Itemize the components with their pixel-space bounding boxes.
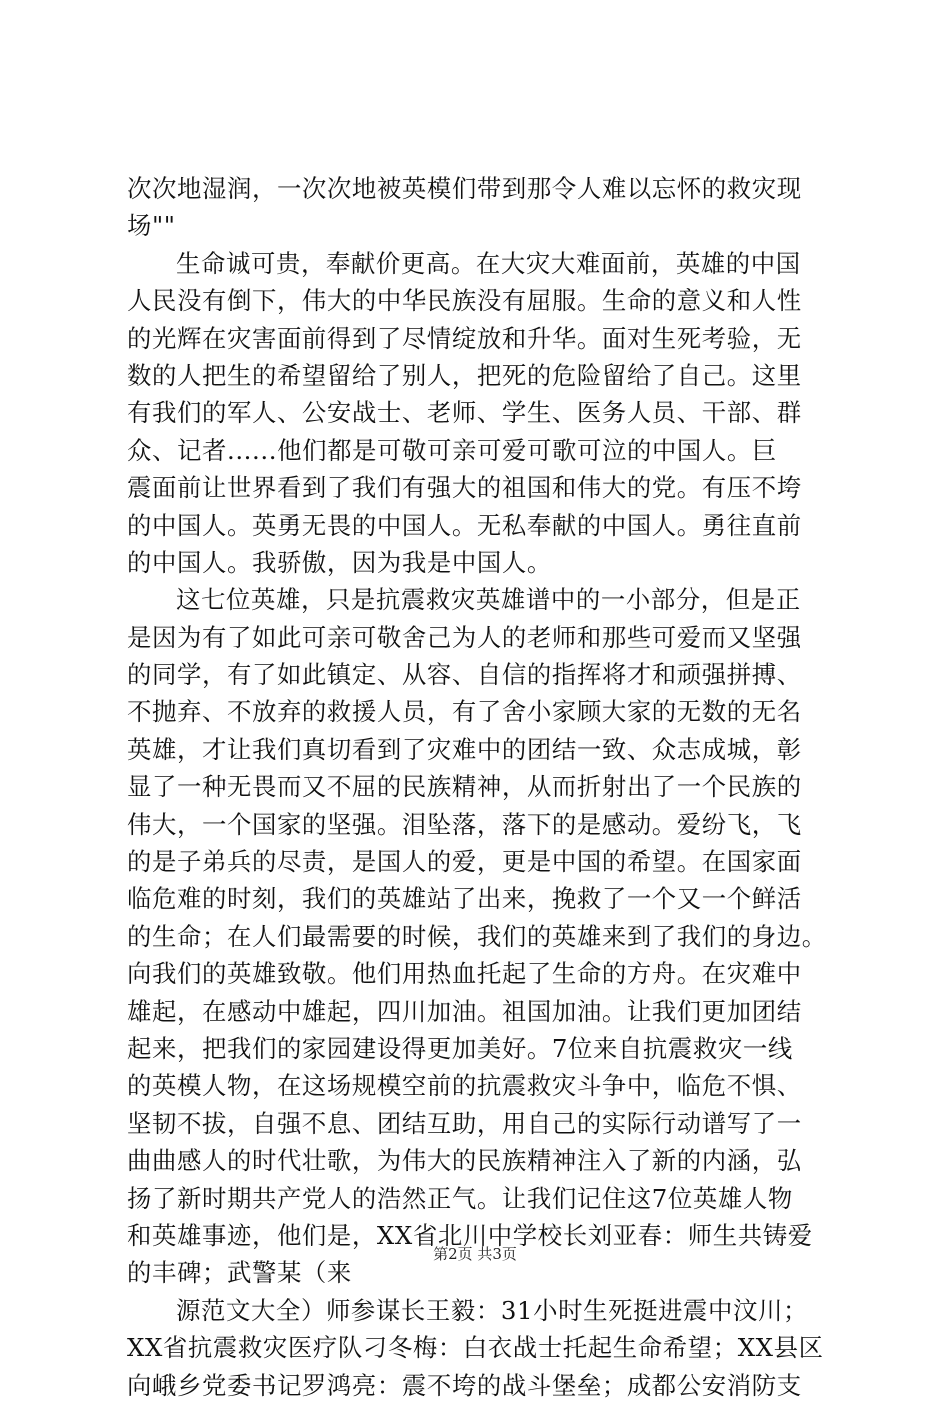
text-line: 的同学，有了如此镇定、从容、自信的指挥将才和顽强拼搏、 [127,660,802,690]
text-line: 临危难的时刻，我们的英雄站了出来，挽救了一个又一个鲜活 [127,884,802,914]
text-line: 这七位英雄，只是抗震救灾英雄谱中的一小部分，但是正 [176,585,801,615]
text-line: 雄起，在感动中雄起，四川加油。祖国加油。让我们更加团结 [127,996,802,1026]
text-line: 人民没有倒下，伟大的中华民族没有屈服。生命的意义和人性 [127,286,802,316]
text-line: 显了一种无畏而又不屈的民族精神，从而折射出了一个民族的 [127,772,802,802]
text-line: 和英雄事迹，他们是，XX省北川中学校长刘亚春：师生共铸爱 [127,1220,813,1250]
text-line: XX省抗震救灾医疗队刁冬梅：白衣战士托起生命希望；XX县区 [127,1333,824,1363]
text-line: 的英模人物，在这场规模空前的抗震救灾斗争中，临危不惧、 [127,1071,802,1101]
text-line: 的生命；在人们最需要的时候，我们的英雄来到了我们的身边。 [127,921,827,951]
text-line: 有我们的军人、公安战士、老师、学生、医务人员、干部、群 [127,398,802,428]
text-line: 的中国人。我骄傲，因为我是中国人。 [127,547,552,577]
text-line: 坚韧不拔，自强不息、团结互助，用自己的实际行动谱写了一 [127,1108,802,1138]
text-line: 向我们的英雄致敬。他们用热血托起了生命的方舟。在灾难中 [127,959,802,989]
text-line: 扬了新时期共产党人的浩然正气。让我们记住这7位英雄人物 [127,1183,793,1213]
text-line: 曲曲感人的时代壮歌，为伟大的民族精神注入了新的内涵，弘 [127,1146,802,1176]
text-line: 不抛弃、不放弃的救援人员，有了舍小家顾大家的无数的无名 [127,697,802,727]
text-line: 的丰碑；武警某（来 [127,1258,352,1288]
text-line: 数的人把生的希望留给了别人，把死的危险留给了自己。这里 [127,360,802,390]
text-line: 伟大，一个国家的坚强。泪坠落，落下的是感动。爱纷飞，飞 [127,809,802,839]
text-line: 向峨乡党委书记罗鸿亮：震不垮的战斗堡垒；成都公安消防支 [127,1370,802,1400]
document-body [127,170,839,1404]
text-line: 场"" [127,211,176,241]
text-line: 众、记者......他们都是可敬可亲可爱可歌可泣的中国人。巨 [127,435,777,465]
text-line: 的中国人。英勇无畏的中国人。无私奉献的中国人。勇往直前 [127,510,802,540]
page-footer: 第2页 共3页 [433,1245,517,1263]
text-line: 英雄，才让我们真切看到了灾难中的团结一致、众志成城，彰 [127,734,802,764]
text-line: 源范文大全）师参谋长王毅：31小时生死挺进震中汶川； [176,1295,809,1325]
text-line: 生命诚可贵，奉献价更高。在大灾大难面前，英雄的中国 [176,248,801,278]
text-line: 震面前让世界看到了我们有强大的祖国和伟大的党。有压不垮 [127,473,802,503]
text-line: 次次地湿润，一次次地被英模们带到那令人难以忘怀的救灾现 [127,174,802,203]
text-line: 的光辉在灾害面前得到了尽情绽放和升华。面对生死考验，无 [127,323,802,353]
text-line: 的是子弟兵的尽责，是国人的爱，更是中国的希望。在国家面 [127,847,802,877]
text-line: 起来，把我们的家园建设得更加美好。7位来自抗震救灾一线 [127,1033,793,1063]
text-line: 是因为有了如此可亲可敬舍己为人的老师和那些可爱而又坚强 [127,622,802,652]
